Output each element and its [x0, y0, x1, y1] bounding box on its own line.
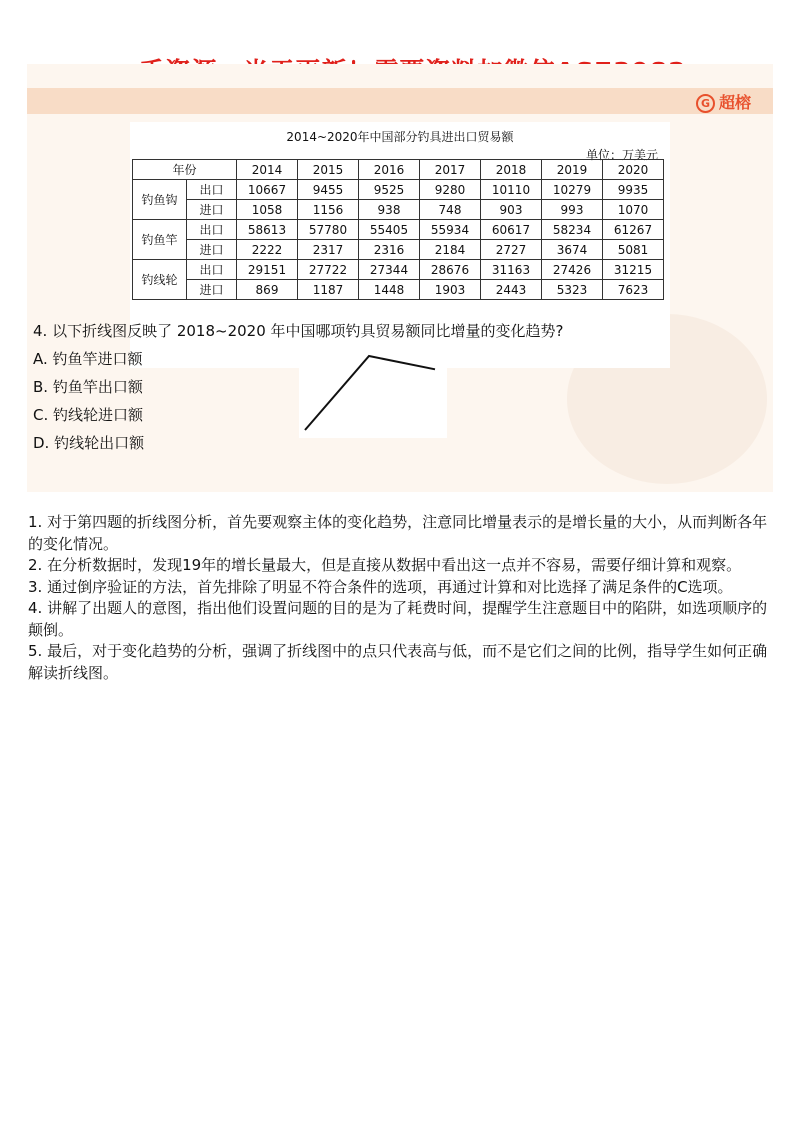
table-cell: 2184 — [420, 240, 481, 260]
option-b[interactable]: B. 钓鱼竿出口额 — [33, 378, 143, 396]
table-cell: 58613 — [237, 220, 298, 240]
table-cell: 1187 — [298, 280, 359, 300]
table-cell: 55405 — [359, 220, 420, 240]
table-row-type: 进口 — [187, 200, 237, 220]
note-5: 5. 最后，对于变化趋势的分析，强调了折线图中的点只代表高与低，而不是它们之间的比例，指导学生如何正确解读折线图。 — [28, 642, 768, 682]
table-row-type: 出口 — [187, 260, 237, 280]
table-cell: 2316 — [359, 240, 420, 260]
table-cell: 57780 — [298, 220, 359, 240]
slide-header-bar — [27, 88, 773, 114]
table-cell: 5323 — [542, 280, 603, 300]
note-2: 2. 在分析数据时，发现19年的增长量最大，但是直接从数据中看出这一点并不容易，需要仔细计算和观察。 — [28, 556, 742, 574]
table-group-label: 钓鱼钩 — [133, 180, 187, 220]
table-row — [133, 240, 664, 260]
question-slide — [27, 64, 773, 492]
table-cell: 2443 — [481, 280, 542, 300]
option-d[interactable]: D. 钓线轮出口额 — [33, 434, 145, 452]
trend-line — [305, 356, 435, 430]
table-cell: 9935 — [603, 180, 664, 200]
table-group-label: 钓线轮 — [133, 260, 187, 300]
table-cell: 27722 — [298, 260, 359, 280]
table-cell: 60617 — [481, 220, 542, 240]
table-row-type: 进口 — [187, 240, 237, 260]
table-row-type: 出口 — [187, 180, 237, 200]
table-header-year-label: 年份 — [133, 160, 237, 180]
table-cell: 3674 — [542, 240, 603, 260]
table-title: 2014~2020年中国部分钓具进出口贸易额 — [286, 130, 514, 144]
table-cell: 31215 — [603, 260, 664, 280]
table-row — [133, 260, 664, 280]
table-cell: 58234 — [542, 220, 603, 240]
table-cell: 10110 — [481, 180, 542, 200]
table-header-year: 2018 — [481, 160, 542, 180]
table-cell: 903 — [481, 200, 542, 220]
trade-table — [132, 159, 664, 300]
table-cell: 993 — [542, 200, 603, 220]
table-cell: 61267 — [603, 220, 664, 240]
table-cell: 9280 — [420, 180, 481, 200]
table-row-type: 进口 — [187, 280, 237, 300]
brand-logo — [696, 90, 751, 113]
table-unit: 单位：万美元 — [585, 148, 658, 162]
table-cell: 29151 — [237, 260, 298, 280]
table-cell: 27344 — [359, 260, 420, 280]
table-cell: 28676 — [420, 260, 481, 280]
brand-name: 超榕 — [718, 93, 751, 112]
table-cell: 9455 — [298, 180, 359, 200]
note-3: 3. 通过倒序验证的方法，首先排除了明显不符合条件的选项，再通过计算和对比选择了满足条件的C选项。 — [28, 577, 733, 596]
table-header-year: 2017 — [420, 160, 481, 180]
table-row-type: 出口 — [187, 220, 237, 240]
table-row — [133, 200, 664, 220]
table-header-year: 2019 — [542, 160, 603, 180]
note-1: 1. 对于第四题的折线图分析，首先要观察主体的变化趋势，注意同比增量表示的是增长量的大小，从而判断各年的变化情况。 — [28, 513, 768, 553]
table-cell: 1058 — [237, 200, 298, 220]
table-group-label: 钓鱼竿 — [133, 220, 187, 260]
notes-section — [28, 512, 770, 684]
table-row — [133, 220, 664, 240]
option-a[interactable]: A. 钓鱼竿进口额 — [33, 350, 143, 368]
question-text: 4. 以下折线图反映了 2018~2020 年中国哪项钓具贸易额同比增量的变化趋势? — [33, 322, 564, 340]
table-header-year: 2015 — [298, 160, 359, 180]
table-row — [133, 280, 664, 300]
table-cell: 9525 — [359, 180, 420, 200]
table-cell: 10667 — [237, 180, 298, 200]
table-cell: 7623 — [603, 280, 664, 300]
option-c[interactable]: C. 钓线轮进口额 — [33, 406, 144, 424]
table-header-year: 2020 — [603, 160, 664, 180]
table-cell: 10279 — [542, 180, 603, 200]
table-cell: 27426 — [542, 260, 603, 280]
table-cell: 2222 — [237, 240, 298, 260]
table-header-year: 2016 — [359, 160, 420, 180]
brand-g-icon: G — [696, 94, 715, 113]
table-cell: 31163 — [481, 260, 542, 280]
table-cell: 748 — [420, 200, 481, 220]
table-header-row — [133, 160, 664, 180]
table-cell: 1903 — [420, 280, 481, 300]
table-cell: 1070 — [603, 200, 664, 220]
table-cell: 1156 — [298, 200, 359, 220]
table-cell: 1448 — [359, 280, 420, 300]
table-cell: 869 — [237, 280, 298, 300]
table-header-year: 2014 — [237, 160, 298, 180]
table-cell: 5081 — [603, 240, 664, 260]
table-cell: 2727 — [481, 240, 542, 260]
trend-line-chart — [299, 350, 447, 438]
table-cell: 55934 — [420, 220, 481, 240]
table-cell: 938 — [359, 200, 420, 220]
table-cell: 2317 — [298, 240, 359, 260]
table-row — [133, 180, 664, 200]
note-4: 4. 讲解了出题人的意图，指出他们设置问题的目的是为了耗费时间，提醒学生注意题目中的陷阱，如选项顺序的颠倒。 — [28, 599, 768, 639]
